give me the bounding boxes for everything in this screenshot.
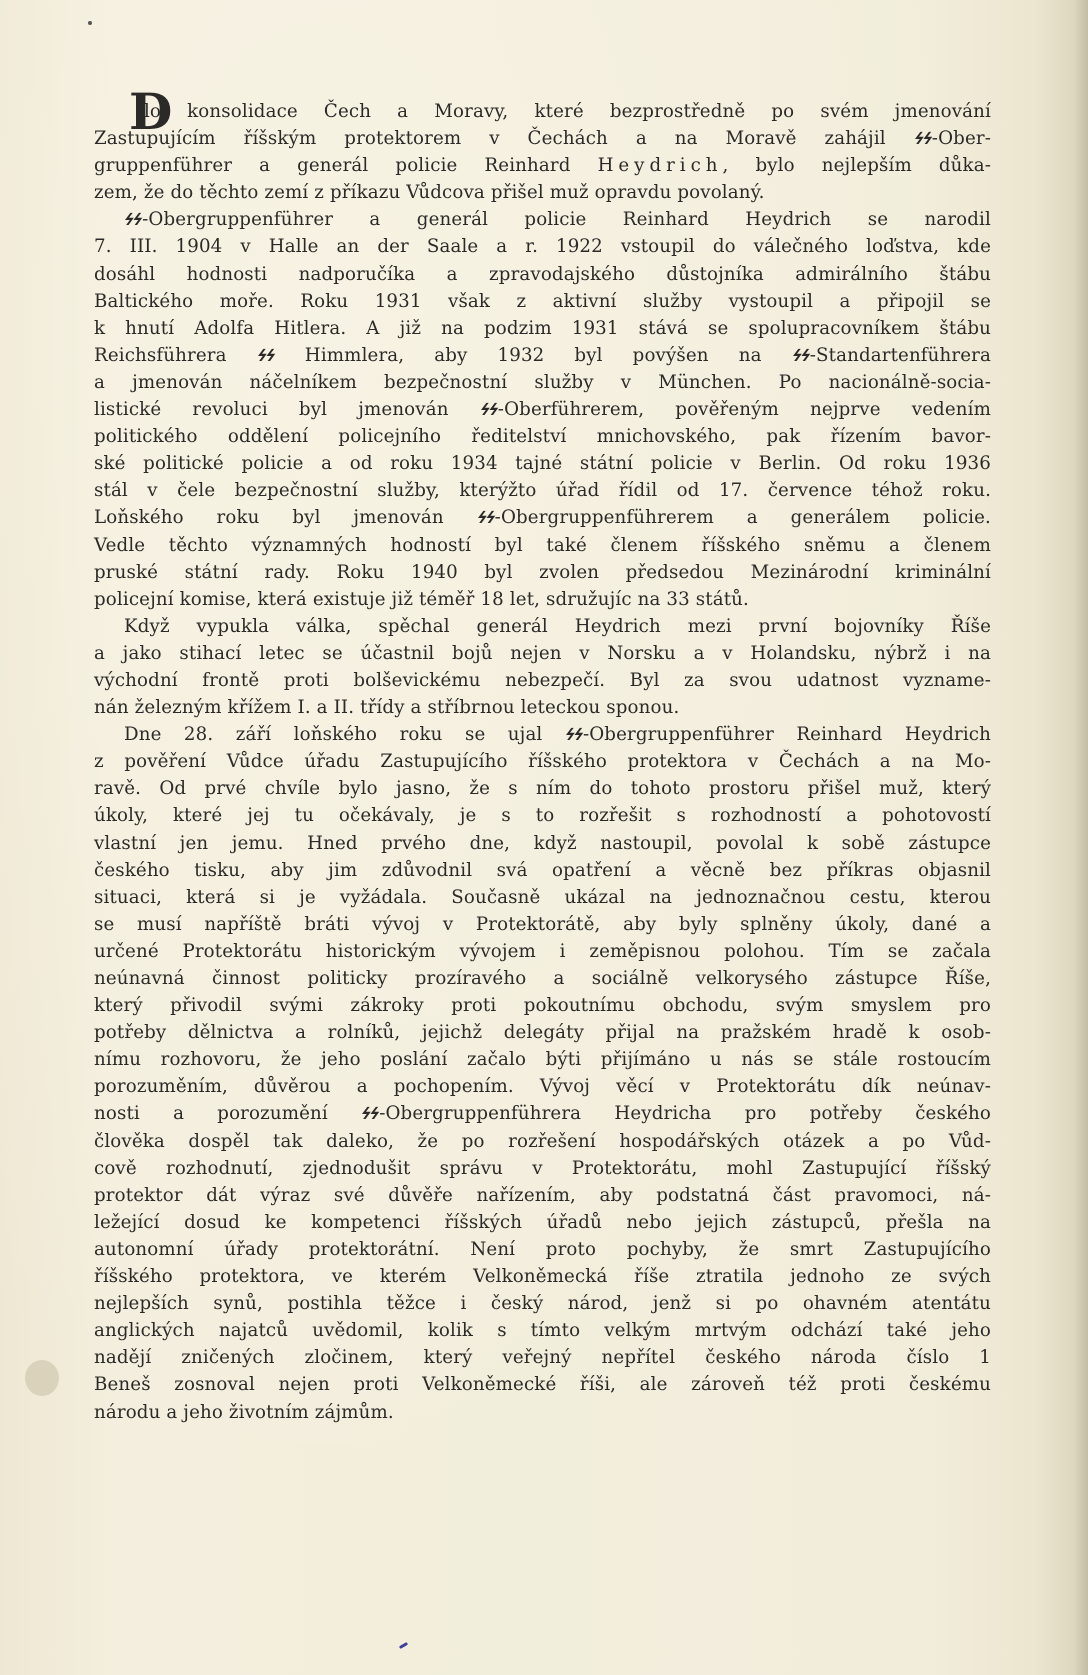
text-line <box>94 450 991 477</box>
text-segment: Loňského roku byl jmenován <box>94 507 477 529</box>
text-line <box>94 396 991 423</box>
text-segment: národu a jeho životním zájmům. <box>94 1401 394 1423</box>
text-line <box>94 911 991 938</box>
text-segment: ravě. Od prvé chvíle bylo jasno, že s ním do tohoto prostoru přišel muž, který <box>94 778 991 800</box>
text-line <box>94 884 991 911</box>
text-line <box>94 640 991 667</box>
text-segment: gruppenführer a generál policie Reinhard <box>94 155 598 177</box>
text-segment: -Obergruppenführer Reinhard Heydrich <box>582 724 991 746</box>
ss-rune-icon: ϟϟ <box>121 210 144 230</box>
text-segment: situaci, která si je vyžádala. Současně ukázal na jednoznačnou cestu, kterou <box>94 886 991 908</box>
text-segment: člověka dospěl tak daleko, že po rozřešení hospodářských otázek a po Vůd- <box>94 1130 991 1152</box>
text-line <box>94 586 991 613</box>
page-edge-shadow <box>1074 0 1088 1675</box>
text-line <box>94 98 991 125</box>
ink-dot <box>88 21 92 25</box>
text-segment: listické revoluci byl jmenován <box>94 399 480 421</box>
text-segment: politického oddělení policejního ředitelství mnichovského, pak řízením bavor- <box>94 426 991 448</box>
text-segment: cově rozhodnutí, zjednodušit správu v Protektorátu, mohl Zastupující říšský <box>94 1157 991 1179</box>
text-line <box>94 261 991 288</box>
text-line <box>94 721 991 748</box>
text-segment: stál v čele bezpečnostní služby, kterýžto úřad řídil od 17. července téhož roku. <box>94 480 991 502</box>
text-line <box>94 613 991 640</box>
text-segment: Baltického moře. Roku 1931 však z aktivní služby vystoupil a připojil se <box>94 290 991 312</box>
text-segment: -Obergruppenführer a generál policie Reinhard Heydrich se narodil <box>142 209 991 231</box>
text-line <box>94 857 991 884</box>
text-segment: -Oberführerem, pověřeným nejprve vedením <box>497 399 991 421</box>
text-segment: úkoly, které jej tu očekávaly, je s to rozřešit s rozhodností a pohotovostí <box>94 805 991 827</box>
text-segment: se musí napříště bráti vývoj v Protektorátě, aby byly splněny úkoly, dané a <box>94 913 991 935</box>
text-segment: -Standartenführera <box>809 344 992 366</box>
text-line <box>94 1371 991 1398</box>
text-segment: Zastupujícím říšským protektorem v Čechách a na Moravě zahájil <box>94 128 914 150</box>
ss-rune-icon: ϟϟ <box>474 508 496 528</box>
ss-rune-icon: ϟϟ <box>789 345 811 365</box>
text-line <box>94 1073 991 1100</box>
text-segment: říšského protektora, ve kterém Velkoněmecká říše ztratila jednoho ze svých <box>94 1266 991 1288</box>
text-segment: určené Protektorátu historickým vývojem i zeměpisnou polohou. Tím se začala <box>94 940 991 962</box>
text-line <box>94 504 991 531</box>
text-segment: -Obergruppenführera Heydricha pro potřeby českého <box>379 1103 991 1125</box>
text-line <box>94 342 991 369</box>
text-segment: ílo konsolidace Čech a Moravy, které bezprostředně po svém jmenování <box>138 101 991 122</box>
text-segment: Vedle těchto významných hodností byl také členem říšského sněmu a členem <box>94 534 991 556</box>
text-segment: -Ober- <box>931 128 991 150</box>
text-segment: , bylo nejlepším důka- <box>722 155 991 177</box>
text-line <box>94 830 991 857</box>
text-segment: autonomní úřady protektorátní. Není proto pochyby, že smrt Zastupujícího <box>94 1238 991 1260</box>
text-segment: -Obergruppenführerem a generálem policie. <box>494 507 991 529</box>
text-segment: dosáhl hodnosti nadporučíka a zpravodajského důstojníka admirálního štábu <box>94 263 991 285</box>
text-segment: neúnavná činnost politicky prozíravého a sociálně velkorysého zástupce Říše, <box>94 968 991 989</box>
text-segment: anglických najatců uvědomil, kolik s tímto velkým mrtvým odchází také jeho <box>94 1320 991 1342</box>
text-line <box>94 775 991 802</box>
text-line <box>94 179 991 206</box>
text-segment: Reichsführera <box>94 344 257 366</box>
ss-rune-icon: ϟϟ <box>477 400 499 420</box>
text-line <box>94 938 991 965</box>
text-line <box>94 152 991 179</box>
text-segment: porozuměním, důvěrou a pochopením. Vývoj věcí v Protektorátu dík neúnav- <box>94 1076 991 1098</box>
text-line <box>94 423 991 450</box>
text-segment: pruské státní rady. Roku 1940 byl zvolen předsedou Mezinárodní kriminální <box>94 561 991 583</box>
text-segment: Heydrich <box>597 155 723 177</box>
text-line <box>94 1263 991 1290</box>
text-line <box>94 125 991 152</box>
paper-stain <box>25 1360 59 1396</box>
text-line <box>94 1019 991 1046</box>
text-line <box>94 233 991 260</box>
text-line <box>94 288 991 315</box>
text-segment: Dne 28. září loňského roku se ujal <box>124 724 565 746</box>
text-segment: Beneš zosnoval nejen proti Velkoněmecké říši, ale zároveň též proti českému <box>94 1374 991 1396</box>
text-segment: který přivodil svými zákroky proti pokoutnímu obchodu, svým smyslem pro <box>94 995 991 1017</box>
ss-rune-icon: ϟϟ <box>911 129 933 149</box>
ss-rune-icon: ϟϟ <box>562 725 584 745</box>
text-line <box>94 965 991 992</box>
ink-mark <box>399 1642 408 1649</box>
text-line <box>94 748 991 775</box>
text-line <box>94 694 991 721</box>
text-segment: nadějí zničených zločinem, který veřejný nepřítel českého národa číslo 1 <box>94 1347 991 1369</box>
text-segment: ležející dosud ke kompetenci říšských úřadů nebo jejich zástupců, přešla na <box>94 1211 991 1233</box>
text-line <box>94 992 991 1019</box>
text-segment: českého tisku, aby jim zdůvodnil svá opatření a věcně bez příkras objasnil <box>94 859 991 881</box>
text-line <box>94 667 991 694</box>
text-segment: a jmenován náčelníkem bezpečnostní služby v München. Po nacionálně-socia- <box>94 371 991 393</box>
text-line <box>94 1317 991 1344</box>
text-line <box>94 206 991 233</box>
ss-rune-icon: ϟϟ <box>359 1104 381 1124</box>
text-line <box>94 1344 991 1371</box>
text-line <box>94 1290 991 1317</box>
text-line <box>94 477 991 504</box>
text-line <box>94 1128 991 1155</box>
text-segment: nejlepších synů, postihla těžce i český národ, jenž si po ohavném atentátu <box>94 1293 991 1315</box>
text-segment: vlastní jen jemu. Hned prvého dne, když nastoupil, povolal k sobě zástupce <box>94 832 991 854</box>
text-segment: nosti a porozumění <box>94 1103 362 1125</box>
text-line <box>94 1236 991 1263</box>
text-segment: policejní komise, která existuje již téměř 18 let, sdružujíc na 33 států. <box>94 588 749 610</box>
text-segment: východní frontě proti bolševickému nebezpečí. Byl za svou udatnost vyzname- <box>94 669 991 691</box>
text-segment: a jako stihací letec se účastnil bojů nejen v Norsku a v Holandsku, nýbrž i na <box>94 642 991 664</box>
ss-rune-icon: ϟϟ <box>254 345 276 365</box>
text-segment: protektor dát výraz své důvěře nařízením, aby podstatná část pravomoci, ná- <box>94 1184 991 1206</box>
text-segment: k hnutí Adolfa Hitlera. A již na podzim 1931 stává se spolupracovníkem štábu <box>94 317 991 339</box>
text-segment: potřeby dělnictva a rolníků, jejichž delegáty přijal na pražském hradě k osob- <box>94 1022 991 1044</box>
text-line <box>94 1046 991 1073</box>
text-segment: z pověření Vůdce úřadu Zastupujícího říšského protektora v Čechách a na Mo- <box>94 751 991 773</box>
text-segment: Když vypukla válka, spěchal generál Heydrich mezi první bojovníky Říše <box>124 615 991 637</box>
text-segment: ské politické policie a od roku 1934 tajné státní policie v Berlin. Od roku 1936 <box>94 453 991 475</box>
text-line <box>94 1155 991 1182</box>
text-line <box>94 1209 991 1236</box>
text-line <box>94 559 991 586</box>
text-line <box>94 802 991 829</box>
text-segment: zem, že do těchto zemí z příkazu Vůdcova přišel muž opravdu povolaný. <box>94 182 765 204</box>
body-text <box>94 82 992 1426</box>
text-line <box>94 532 991 559</box>
text-line <box>94 1182 991 1209</box>
text-segment: 7. III. 1904 v Halle an der Saale a r. 1922 vstoupil do válečného loďstva, kde <box>94 236 991 258</box>
text-segment: Himmlera, aby 1932 byl povýšen na <box>274 344 792 366</box>
text-line <box>94 369 991 396</box>
text-line <box>94 1100 991 1127</box>
text-line <box>94 315 991 342</box>
drop-cap: D <box>129 82 173 141</box>
text-segment: nán železným křížem I. a II. třídy a stříbrnou leteckou sponou. <box>94 697 680 719</box>
text-segment: nímu rozhovoru, že jeho poslání začalo býti přijímáno u nás se stále rostoucím <box>94 1049 991 1071</box>
text-line <box>94 1399 991 1426</box>
